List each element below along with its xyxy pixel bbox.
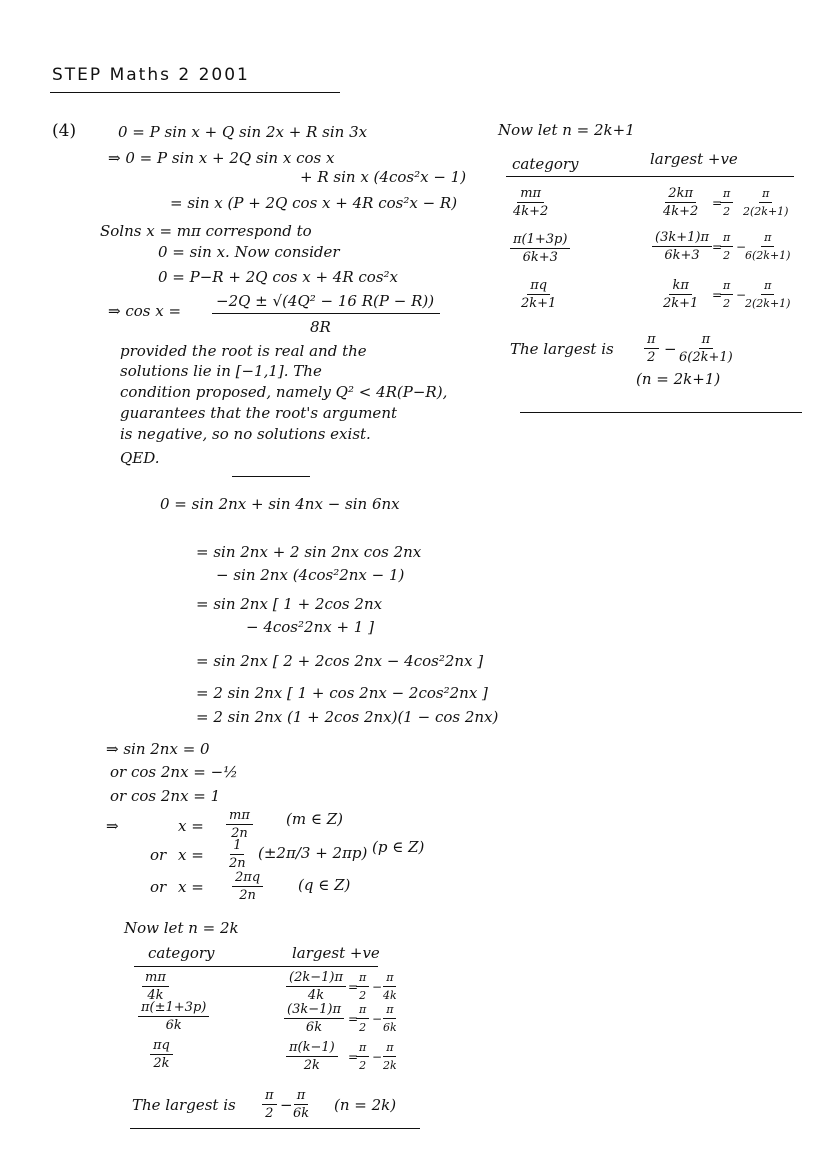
equals-sign: =	[712, 288, 723, 302]
result-fraction	[380, 970, 400, 1003]
fraction-numerator: π	[356, 970, 369, 987]
fraction-denominator: 2	[723, 205, 731, 218]
work-line: + R sin x (4cos²x − 1)	[300, 168, 467, 186]
fraction-denominator: 2(2k+1)	[745, 297, 791, 310]
fraction-denominator: 6k	[293, 1106, 310, 1121]
result-fraction	[380, 1002, 400, 1035]
work-line: 0 = P−R + 2Q cos x + 4R cos²x	[158, 268, 398, 286]
fraction-denominator: 2	[359, 1059, 367, 1072]
fraction-denominator: 6k	[305, 1020, 323, 1035]
fraction-denominator: 4k	[383, 989, 397, 1002]
section-end-rule	[130, 1128, 420, 1129]
fraction-denominator: 6k+3	[522, 250, 558, 265]
table-row-category	[518, 278, 559, 311]
solution-lhs: x =	[178, 878, 204, 896]
fraction-denominator: 6k+3	[664, 248, 700, 263]
fraction-numerator: 2πq	[232, 870, 263, 887]
fraction-numerator: π	[761, 278, 774, 295]
fraction-numerator: π	[383, 970, 396, 987]
fraction-numerator: π	[759, 186, 772, 203]
work-line: 0 = sin x. Now consider	[158, 243, 340, 261]
fraction-numerator: π(1+3p)	[510, 232, 570, 249]
fraction-numerator: π	[720, 278, 733, 295]
result-fraction	[742, 230, 793, 263]
fraction-denominator: 2n	[231, 826, 248, 841]
solution-fraction	[232, 870, 263, 903]
minus-sign: −	[280, 1096, 293, 1114]
fraction-denominator: 2k	[383, 1059, 397, 1072]
fraction-numerator: π	[383, 1040, 396, 1057]
solution-lhs: x =	[178, 817, 204, 835]
fraction-bar	[212, 313, 440, 314]
result-label: The largest is	[510, 340, 614, 358]
fraction-numerator: π	[720, 230, 733, 247]
equals-sign: =	[348, 1050, 359, 1064]
result-fraction	[720, 186, 733, 219]
fraction-numerator: π	[699, 332, 714, 349]
fraction-denominator: 4k+2	[663, 204, 699, 219]
fraction-denominator: 6(2k+1)	[679, 350, 733, 365]
fraction-numerator: mπ	[517, 186, 544, 203]
result-fraction	[676, 332, 736, 365]
table-header-rule	[134, 966, 378, 967]
solution-lead: or	[150, 846, 167, 864]
table-row-largest	[652, 230, 712, 263]
result-label: The largest is	[132, 1096, 236, 1114]
result-fraction	[290, 1088, 312, 1121]
fraction-denominator: 2k	[153, 1056, 170, 1071]
result-condition: (n = 2k+1)	[636, 370, 721, 388]
solution-tail: (±2π/3 + 2πp)	[258, 844, 368, 862]
fraction-numerator: mπ	[142, 970, 169, 987]
work-line: provided the root is real and the	[120, 342, 367, 360]
solution-condition: (q ∈ Z)	[298, 876, 351, 894]
work-line: = 2 sin 2nx (1 + 2cos 2nx)(1 − cos 2nx)	[196, 708, 499, 726]
equals-sign: =	[712, 196, 723, 210]
work-line: guarantees that the root's argument	[120, 404, 398, 422]
fraction-denominator: 6(2k+1)	[745, 249, 791, 262]
fraction-numerator: π	[383, 1002, 396, 1019]
table-row-largest	[284, 1002, 344, 1035]
result-fraction	[720, 278, 733, 311]
result-fraction	[356, 1002, 369, 1035]
fraction-denominator: 2	[359, 1021, 367, 1034]
solution-lead: or	[150, 878, 167, 896]
header-underline	[50, 92, 340, 93]
column-header-largest: largest +ve	[292, 944, 380, 962]
table-row-category	[510, 186, 551, 219]
solution-lhs: x =	[178, 846, 204, 864]
fraction-numerator: π	[262, 1088, 277, 1105]
table-row-category	[150, 1038, 173, 1071]
fraction-numerator: 1	[230, 838, 244, 855]
work-line: solutions lie in [−1,1]. The	[120, 362, 322, 380]
table-row-largest	[286, 1040, 338, 1073]
result-fraction	[380, 1040, 400, 1073]
work-line: = 2 sin 2nx [ 1 + cos 2nx − 2cos²2nx ]	[196, 684, 488, 702]
fraction-numerator: πq	[527, 278, 550, 295]
table-row-largest	[660, 186, 701, 219]
fraction-numerator: π	[294, 1088, 309, 1105]
table-row-category	[142, 970, 169, 1003]
fraction-numerator: π	[720, 186, 733, 203]
fraction-denominator: 2	[265, 1106, 274, 1121]
work-line: is negative, so no solutions exist.	[120, 425, 371, 443]
column-header-largest: largest +ve	[650, 150, 738, 168]
table-intro: Now let n = 2k+1	[498, 121, 635, 139]
solution-fraction	[226, 838, 249, 871]
fraction-numerator: (3k+1)π	[652, 230, 712, 247]
result-condition: (n = 2k)	[334, 1096, 397, 1114]
minus-sign: −	[372, 980, 383, 994]
table-intro: Now let n = 2k	[124, 919, 239, 937]
fraction-denominator: 2	[723, 297, 731, 310]
work-line: or cos 2nx = −½	[110, 763, 238, 781]
fraction-numerator: kπ	[669, 278, 691, 295]
work-line: 0 = sin 2nx + sin 4nx − sin 6nx	[160, 495, 400, 513]
work-line: or cos 2nx = 1	[110, 787, 221, 805]
fraction-numerator: π	[761, 230, 774, 247]
column-header-category: category	[148, 944, 215, 962]
equals-sign: =	[348, 1012, 359, 1026]
section-end-rule	[520, 412, 802, 413]
result-fraction	[740, 186, 791, 219]
result-fraction	[644, 332, 659, 365]
fraction-numerator: (2k−1)π	[286, 970, 346, 987]
fraction-denominator: 2	[723, 249, 731, 262]
table-row-largest	[286, 970, 346, 1003]
result-fraction	[720, 230, 733, 263]
fraction-numerator: π	[644, 332, 659, 349]
fraction-numerator: −2Q ± √(4Q² − 16 R(P − R))	[216, 292, 435, 310]
fraction-denominator: 2n	[229, 856, 246, 871]
fraction-denominator: 4k	[307, 988, 325, 1003]
fraction-denominator: 2	[647, 350, 656, 365]
work-line: = sin x (P + 2Q cos x + 4R cos²x − R)	[170, 194, 458, 212]
fraction-denominator: 6k	[165, 1018, 182, 1033]
fraction-denominator: 2k+1	[521, 296, 557, 311]
work-line: − sin 2nx (4cos²2nx − 1)	[216, 566, 405, 584]
result-fraction	[742, 278, 793, 311]
work-line: condition proposed, namely Q² < 4R(P−R),	[120, 383, 448, 401]
fraction-denominator: 6k	[383, 1021, 397, 1034]
work-line: Solns x = mπ correspond to	[100, 222, 312, 240]
fraction-numerator: πq	[150, 1038, 173, 1055]
work-line: 0 = P sin x + Q sin 2x + R sin 3x	[118, 123, 368, 141]
fraction-numerator: mπ	[226, 808, 253, 825]
equals-sign: =	[348, 980, 359, 994]
table-row-largest	[660, 278, 701, 311]
column-header-category: category	[512, 155, 579, 173]
result-fraction	[356, 1040, 369, 1073]
work-line: = sin 2nx [ 1 + 2cos 2nx	[196, 595, 383, 613]
minus-sign: −	[372, 1012, 383, 1026]
fraction-denominator: 2k	[303, 1058, 320, 1073]
equals-sign: =	[712, 240, 723, 254]
minus-sign: −	[664, 340, 677, 358]
solution-lead: ⇒	[106, 817, 119, 835]
fraction-numerator: π(k−1)	[286, 1040, 338, 1057]
work-line: = sin 2nx + 2 sin 2nx cos 2nx	[196, 543, 422, 561]
result-fraction	[262, 1088, 277, 1121]
work-line: ⇒ cos x =	[108, 302, 182, 320]
fraction-numerator: π(±1+3p)	[138, 1000, 209, 1017]
fraction-denominator: 2(2k+1)	[743, 205, 789, 218]
fraction-denominator: 2k+1	[663, 296, 699, 311]
qed-label: QED.	[120, 449, 160, 467]
result-fraction	[356, 970, 369, 1003]
fraction-denominator: 4k	[147, 988, 164, 1003]
fraction-denominator: 2	[359, 989, 367, 1002]
minus-sign: −	[372, 1050, 383, 1064]
fraction-denominator: 2n	[239, 888, 256, 903]
work-line: − 4cos²2nx + 1 ]	[246, 618, 374, 636]
fraction-denominator: 8R	[310, 318, 331, 336]
work-line: = sin 2nx [ 2 + 2cos 2nx − 4cos²2nx ]	[196, 652, 484, 670]
solution-condition: (p ∈ Z)	[372, 838, 425, 856]
solution-fraction	[226, 808, 253, 841]
minus-sign: −	[736, 288, 747, 302]
solution-condition: (m ∈ Z)	[286, 810, 343, 828]
work-line: ⇒ sin 2nx = 0	[106, 740, 210, 758]
fraction-numerator: π	[356, 1040, 369, 1057]
table-row-category	[510, 232, 570, 265]
table-header-rule	[506, 176, 794, 177]
fraction-numerator: 2kπ	[665, 186, 696, 203]
fraction-numerator: (3k−1)π	[284, 1002, 344, 1019]
question-label: (4)	[52, 121, 77, 141]
work-line: ⇒ 0 = P sin x + 2Q sin x cos x	[108, 149, 335, 167]
section-divider	[232, 476, 310, 477]
table-row-category	[138, 1000, 209, 1033]
page-title: STEP Maths 2 2001	[52, 65, 250, 85]
minus-sign: −	[736, 240, 747, 254]
fraction-denominator: 4k+2	[513, 204, 549, 219]
fraction-numerator: π	[356, 1002, 369, 1019]
